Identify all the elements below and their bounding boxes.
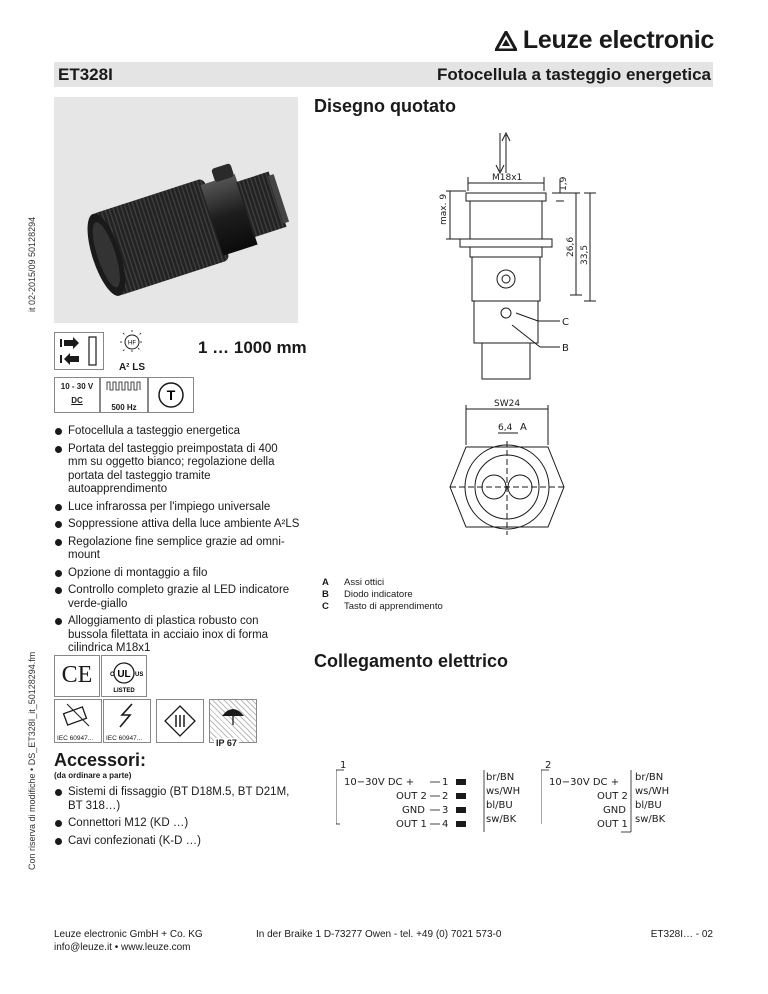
brand-logo <box>495 26 714 55</box>
iec-lightning-box <box>103 699 151 743</box>
dim-sw24: SW24 <box>494 399 521 409</box>
accessories-title: Accessori: <box>54 750 147 770</box>
svg-text:T: T <box>166 387 176 403</box>
wiring-color: br/BN <box>635 772 664 783</box>
feature-item: Regolazione fine semplice grazie ad omni-mount <box>54 536 300 563</box>
dimension-drawing <box>420 125 620 555</box>
wiring-color: ws/WH <box>486 786 521 797</box>
electrical-title: Collegamento elettrico <box>314 651 509 671</box>
dim-266: 26,6 <box>566 236 576 257</box>
sensor-image <box>54 97 298 323</box>
wiring-color: sw/BK <box>486 814 517 825</box>
photoelectric-symbol-icon <box>55 700 101 730</box>
wiring-label-1: 1 <box>340 760 347 771</box>
product-photo <box>54 97 298 323</box>
feature-item: Luce infrarossa per l'impiego universale <box>54 501 300 515</box>
accessory-item: Sistemi di fissaggio (BT D18M.5, BT D21M, BT 318…) <box>54 786 300 813</box>
a2ls-icon <box>112 328 152 373</box>
ip-rating-box <box>209 699 257 748</box>
accessory-item: Cavi confezionati (K-D …) <box>54 835 300 849</box>
svg-text:US: US <box>135 672 144 678</box>
feature-item: Portata del tasteggio preimpostata di 400 mm su oggetto bianco; regolazione della portata del tasteggio tramite autoapprendimento <box>54 443 300 497</box>
wiring-signal: OUT 2 <box>597 791 628 802</box>
wiring-voltage-2: 10−30V DC + <box>549 777 620 788</box>
accessories-list <box>54 786 300 852</box>
product-title: Fotocellula a tasteggio energetica <box>437 65 711 84</box>
teach-icon-box <box>148 377 194 413</box>
label-c: C <box>562 317 569 328</box>
wiring-pin: 2 <box>442 791 449 802</box>
footer-company-name: Leuze electronic GmbH + Co. KG <box>54 929 203 940</box>
footer-doc-id: ET328I… - 02 <box>650 929 713 940</box>
wiring-signal: OUT 2 <box>396 791 427 802</box>
wiring-color: bl/BU <box>635 800 662 811</box>
pulse-icon <box>101 378 147 394</box>
feature-item: Alloggiamento di plastica robusto con bussola filettata in acciaio inox di forma cilindrica M18x1 <box>54 615 300 656</box>
legend-row: C Tasto di apprendimento <box>322 601 443 612</box>
wiring-label-2: 2 <box>545 760 552 771</box>
drawing-title: Disegno quotato <box>314 96 456 116</box>
dim-64: 6,4 <box>498 423 513 433</box>
legend-row: A Assi ottici <box>322 577 385 588</box>
side-label-bottom: Con riserva di modifiche • DS_ET328I_it_50128294.fm <box>27 651 37 870</box>
brand-name: Leuze electronic <box>522 26 714 54</box>
iec-label-2: IEC 60947... <box>106 735 143 742</box>
feature-item: Controllo completo grazie al LED indicatore verde-giallo <box>54 584 300 611</box>
svg-text:C: C <box>110 672 115 678</box>
voltage-box <box>54 377 100 413</box>
wiring-pin: 1 <box>442 777 449 788</box>
wiring-diagram-1 <box>336 760 536 840</box>
wiring-signal: GND <box>603 805 626 816</box>
iec-photo-box <box>54 699 102 743</box>
svg-text:UL: UL <box>117 669 131 680</box>
footer-address: In der Braike 1 D-73277 Owen - tel. +49 (0) 7021 573-0 <box>256 929 502 940</box>
wiring-signal: GND <box>402 805 425 816</box>
wiring-signal: OUT 1 <box>396 819 427 830</box>
leuze-logo-icon <box>495 31 517 51</box>
feature-item: Fotocellula a tasteggio energetica <box>54 425 300 439</box>
frequency-box <box>100 377 148 413</box>
ip-label: IP 67 <box>216 738 237 748</box>
wiring-color: br/BN <box>486 772 515 783</box>
frequency-label: 500 Hz <box>111 403 137 412</box>
dim-335: 33,5 <box>580 244 590 265</box>
dim-thread: M18x1 <box>492 173 523 183</box>
feature-item: Soppressione attiva della luce ambiente A²LS <box>54 518 300 532</box>
dc-label: DC <box>71 396 83 405</box>
wiring-pin: 4 <box>442 819 449 830</box>
svg-text:LISTED: LISTED <box>113 688 135 694</box>
feature-list <box>54 425 300 660</box>
sensor-principle-icon <box>54 332 104 370</box>
label-b: B <box>562 343 569 354</box>
dim-19: 1,9 <box>559 176 569 191</box>
wiring-color: bl/BU <box>486 800 513 811</box>
wiring-color: sw/BK <box>635 814 666 825</box>
protection-class-3-icon <box>157 700 203 742</box>
accessory-item: Connettori M12 (KD …) <box>54 817 300 831</box>
label-a: A <box>520 422 527 433</box>
side-label-top: it 02-2015/09 50128294 <box>27 216 37 312</box>
protection-class-box <box>156 699 204 743</box>
accessories-note: (da ordinare a parte) <box>54 771 132 780</box>
footer-contact[interactable]: info@leuze.it • www.leuze.com <box>54 942 191 953</box>
legend-row: B Diodo indicatore <box>322 589 413 600</box>
wiring-voltage-1: 10−30V DC + <box>344 777 415 788</box>
feature-item: Opzione di montaggio a filo <box>54 567 300 581</box>
lightning-icon <box>104 700 150 730</box>
ce-mark-box <box>54 655 100 697</box>
iec-label-1: IEC 60947... <box>57 735 94 742</box>
footer-company <box>54 928 203 954</box>
voltage-label: 10 - 30 V <box>60 382 94 391</box>
operating-range: 1 … 1000 mm <box>198 338 307 357</box>
hf-label: HF <box>128 340 136 347</box>
umbrella-icon <box>210 700 256 728</box>
wiring-diagram-2 <box>541 760 713 840</box>
product-code: ET328I <box>58 65 113 84</box>
ul-mark-box <box>101 655 147 697</box>
teach-in-icon <box>149 378 193 412</box>
drawing-legend <box>322 577 443 613</box>
wiring-color: ws/WH <box>635 786 670 797</box>
wiring-pin: 3 <box>442 805 449 816</box>
wiring-signal: OUT 1 <box>597 819 628 830</box>
dim-max9: max. 9 <box>439 193 449 225</box>
title-bar <box>54 62 713 87</box>
ce-mark-icon: CE <box>61 662 93 688</box>
ul-listed-icon <box>102 656 146 696</box>
a2ls-label: A² LS <box>118 362 146 373</box>
